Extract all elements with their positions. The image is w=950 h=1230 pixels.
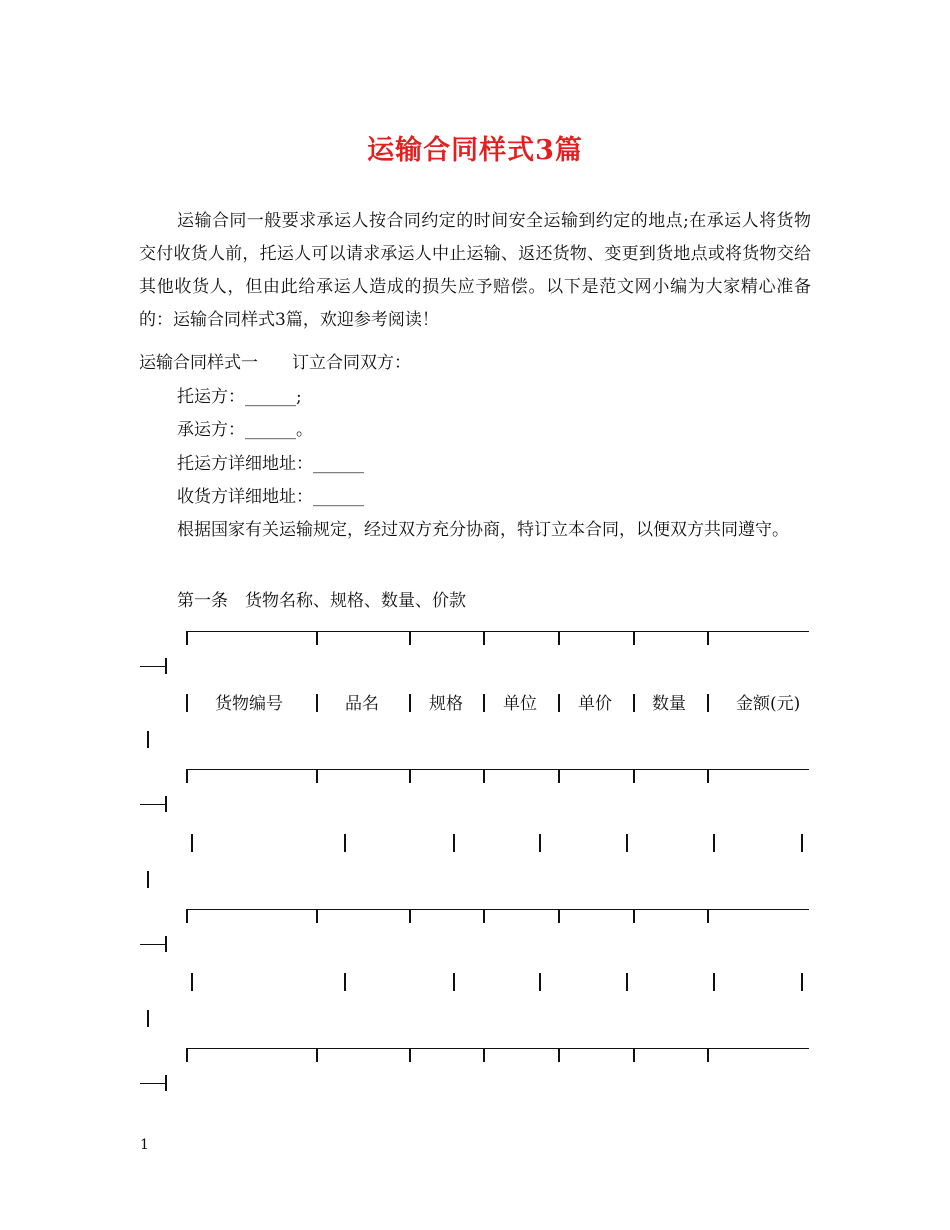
table-separator bbox=[316, 694, 318, 712]
table-joint bbox=[316, 909, 318, 923]
basis-paragraph: 根据国家有关运输规定，经过双方充分协商，特订立本合同，以便双方共同遵守。 bbox=[177, 520, 789, 540]
table-header-cell: 单位 bbox=[503, 694, 537, 714]
table-rule-wrap bbox=[140, 1083, 166, 1084]
table-separator bbox=[186, 694, 188, 712]
table-rule-wrap bbox=[140, 666, 166, 667]
table-header-cell: 数量 bbox=[652, 694, 686, 714]
table-separator bbox=[539, 834, 541, 852]
table-separator bbox=[453, 973, 455, 991]
table-separator bbox=[626, 834, 628, 852]
carrier-line: 承运方：______。 bbox=[177, 420, 313, 440]
table-joint bbox=[633, 1048, 635, 1062]
table-separator bbox=[713, 834, 715, 852]
table-separator bbox=[633, 694, 635, 712]
table-separator bbox=[453, 834, 455, 852]
table-separator bbox=[344, 973, 346, 991]
table-joint bbox=[633, 909, 635, 923]
table-joint bbox=[409, 769, 411, 783]
table-separator bbox=[558, 694, 560, 712]
table-joint bbox=[558, 631, 560, 645]
table-separator-wrap bbox=[147, 731, 149, 748]
table-joint bbox=[409, 1048, 411, 1062]
table-separator bbox=[344, 834, 346, 852]
table-header-cell: 金额(元) bbox=[736, 694, 801, 714]
table-header-cell: 货物编号 bbox=[215, 694, 283, 714]
table-joint bbox=[707, 1048, 709, 1062]
table-rule-wrap-end bbox=[165, 936, 167, 952]
shipper-address-line: 托运方详细地址：______ bbox=[177, 454, 364, 474]
table-joint bbox=[483, 769, 485, 783]
article-one-heading: 第一条 货物名称、规格、数量、价款 bbox=[177, 591, 466, 611]
table-joint bbox=[186, 769, 188, 783]
table-separator bbox=[801, 834, 803, 852]
table-rule-wrap bbox=[140, 804, 166, 805]
table-separator bbox=[713, 973, 715, 991]
page-number: 1 bbox=[140, 1137, 149, 1153]
consignee-address-line: 收货方详细地址：______ bbox=[177, 487, 364, 507]
table-joint bbox=[707, 769, 709, 783]
sample-heading: 运输合同样式一 订立合同双方： bbox=[139, 353, 411, 373]
table-joint bbox=[707, 631, 709, 645]
table-separator bbox=[707, 694, 709, 712]
table-rule-wrap-end bbox=[165, 658, 167, 674]
table-rule bbox=[186, 1048, 809, 1049]
table-joint bbox=[558, 769, 560, 783]
table-rule bbox=[186, 769, 809, 770]
intro-paragraph: 运输合同一般要求承运人按合同约定的时间安全运输到约定的地点;在承运人将货物交付收货人前，托运人可以请求承运人中止运输、返还货物、变更到货地点或将货物交给其他收货人，但由此给承运人造成的损失应予赔偿。以下是范文网小编为大家精心准备的：运输合同样式3篇，欢迎参考阅读！ bbox=[139, 211, 811, 330]
table-rule-wrap-end bbox=[165, 796, 167, 812]
table-joint bbox=[316, 769, 318, 783]
table-header-cell: 规格 bbox=[429, 694, 463, 714]
table-joint bbox=[186, 631, 188, 645]
table-joint bbox=[409, 909, 411, 923]
table-separator bbox=[801, 973, 803, 991]
table-joint bbox=[483, 1048, 485, 1062]
table-separator bbox=[539, 973, 541, 991]
table-rule bbox=[186, 909, 809, 910]
table-joint bbox=[558, 1048, 560, 1062]
table-separator bbox=[409, 694, 411, 712]
table-joint bbox=[316, 631, 318, 645]
shipper-line: 托运方：______; bbox=[177, 387, 302, 407]
table-joint bbox=[409, 631, 411, 645]
table-separator bbox=[626, 973, 628, 991]
document-title: 运输合同样式3篇 bbox=[367, 135, 583, 166]
table-joint bbox=[633, 631, 635, 645]
table-rule bbox=[186, 631, 809, 632]
table-separator-wrap bbox=[147, 871, 149, 888]
table-separator bbox=[483, 694, 485, 712]
table-header-cell: 单价 bbox=[578, 694, 612, 714]
table-separator bbox=[191, 834, 193, 852]
table-joint bbox=[707, 909, 709, 923]
table-joint bbox=[483, 631, 485, 645]
table-joint bbox=[633, 769, 635, 783]
table-joint bbox=[186, 909, 188, 923]
table-joint bbox=[316, 1048, 318, 1062]
table-rule-wrap bbox=[140, 944, 166, 945]
table-separator-wrap bbox=[147, 1010, 149, 1027]
table-separator bbox=[191, 973, 193, 991]
table-rule-wrap-end bbox=[165, 1075, 167, 1091]
table-joint bbox=[558, 909, 560, 923]
table-joint bbox=[186, 1048, 188, 1062]
table-joint bbox=[483, 909, 485, 923]
table-header-cell: 品名 bbox=[345, 694, 379, 714]
